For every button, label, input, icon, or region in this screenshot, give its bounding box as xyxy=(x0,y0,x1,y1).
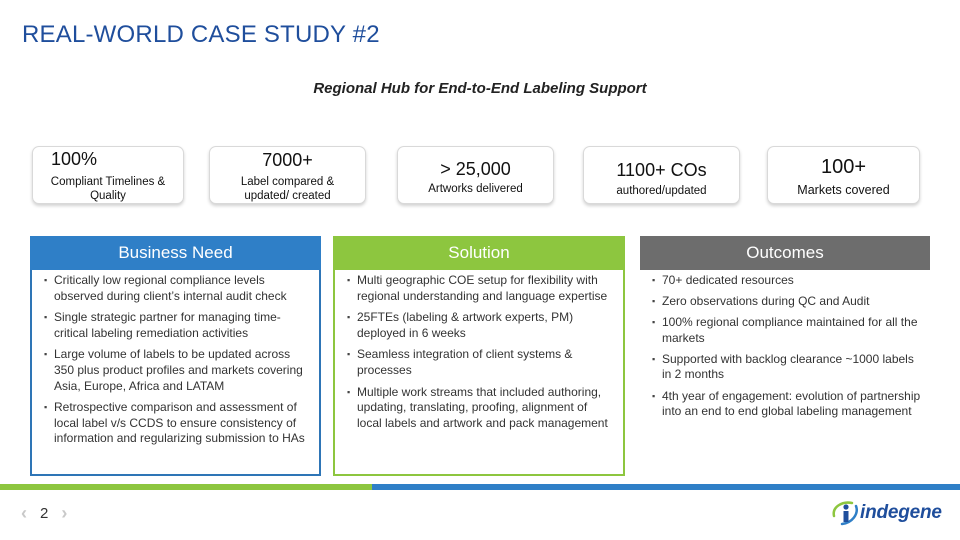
list-item: ▪ Retrospective comparison and assessment of local label v/s CCDS to ensure consistency of information and regularizing submission to HAs xyxy=(44,400,305,446)
stat-value: 100+ xyxy=(820,156,867,178)
footer-bar-blue xyxy=(372,484,960,490)
stat-label: Compliant Timelines & Quality xyxy=(50,176,166,202)
list-item: ▪ Multiple work streams that included authoring, updating, translating, proofing, alignment of local labels and artwork and pack management xyxy=(347,384,608,430)
list-item: ▪ Large volume of labels to be updated across 350 plus product profiles and markets covering Asia, Europe, Africa and LATAM xyxy=(44,347,303,393)
business-need-panel xyxy=(30,236,321,476)
square-bullet-icon: ▪ xyxy=(347,349,351,360)
stat-value: 1100+ COs xyxy=(616,160,707,180)
square-bullet-icon: ▪ xyxy=(652,317,656,328)
list-item: ▪ 70+ dedicated resources xyxy=(652,273,794,287)
list-item: ▪ Multi geographic COE setup for flexibility with regional understanding and language expertise xyxy=(347,273,608,303)
page-subtitle: Regional Hub for End-to-End Labeling Support xyxy=(313,80,647,97)
page-title: REAL-WORLD CASE STUDY #2 xyxy=(22,21,380,48)
solution-panel xyxy=(333,236,625,476)
stat-label: Markets covered xyxy=(797,183,890,197)
list-item: ▪ 4th year of engagement: evolution of partnership into an end to end global labeling management xyxy=(652,388,921,419)
slide-pager xyxy=(16,503,72,523)
stat-value: 7000+ xyxy=(262,150,313,170)
stat-label: Artworks delivered xyxy=(428,183,523,195)
stat-value: > 25,000 xyxy=(440,159,511,179)
list-item: ▪ Seamless integration of client systems & processes xyxy=(347,347,573,377)
list-item: ▪ 100% regional compliance maintained for all the markets xyxy=(652,315,918,345)
stat-label: Label compared & updated/ created xyxy=(240,176,335,202)
square-bullet-icon: ▪ xyxy=(44,312,48,323)
square-bullet-icon: ▪ xyxy=(652,353,656,364)
stat-card-labels xyxy=(209,146,366,204)
solution-heading: Solution xyxy=(333,236,625,270)
chevron-left-icon[interactable]: ‹ xyxy=(21,503,27,523)
square-bullet-icon: ▪ xyxy=(652,296,656,307)
outcomes-panel xyxy=(640,236,930,476)
list-item: ▪ Supported with backlog clearance ~1000 labels in 2 months xyxy=(652,351,914,382)
square-bullet-icon: ▪ xyxy=(652,390,656,401)
logo-mark-icon xyxy=(830,498,860,528)
square-bullet-icon: ▪ xyxy=(44,402,48,413)
square-bullet-icon: ▪ xyxy=(44,275,48,285)
chevron-right-icon[interactable]: › xyxy=(61,503,68,523)
list-item: ▪ Single strategic partner for managing time-critical labeling remediation activities xyxy=(44,310,281,340)
list-item: ▪ 25FTEs (labeling & artwork experts, PM) deployed in 6 weeks xyxy=(347,310,574,340)
business-need-list xyxy=(32,270,319,447)
stat-card-cos xyxy=(583,146,740,204)
stat-value: 100% xyxy=(51,149,98,169)
stat-card-markets xyxy=(767,146,920,204)
indegene-logo xyxy=(830,498,942,528)
square-bullet-icon: ▪ xyxy=(44,349,48,360)
list-item: ▪ Zero observations during QC and Audit xyxy=(652,294,870,309)
square-bullet-icon: ▪ xyxy=(347,386,351,397)
outcomes-heading: Outcomes xyxy=(640,236,930,270)
list-item: ▪ Critically low regional compliance levels observed during client’s internal audit check xyxy=(44,273,287,303)
stat-card-compliance xyxy=(32,146,184,204)
square-bullet-icon: ▪ xyxy=(347,275,351,285)
outcomes-list xyxy=(640,270,930,420)
solution-list xyxy=(335,270,623,431)
business-need-heading: Business Need xyxy=(30,236,321,270)
footer-bar-green xyxy=(0,484,372,490)
logo-wordmark: indegene xyxy=(860,502,942,523)
square-bullet-icon: ▪ xyxy=(347,312,351,323)
page-number: 2 xyxy=(40,504,49,522)
stat-label: authored/updated xyxy=(616,185,707,197)
square-bullet-icon: ▪ xyxy=(652,275,656,285)
stat-card-artworks xyxy=(397,146,554,204)
